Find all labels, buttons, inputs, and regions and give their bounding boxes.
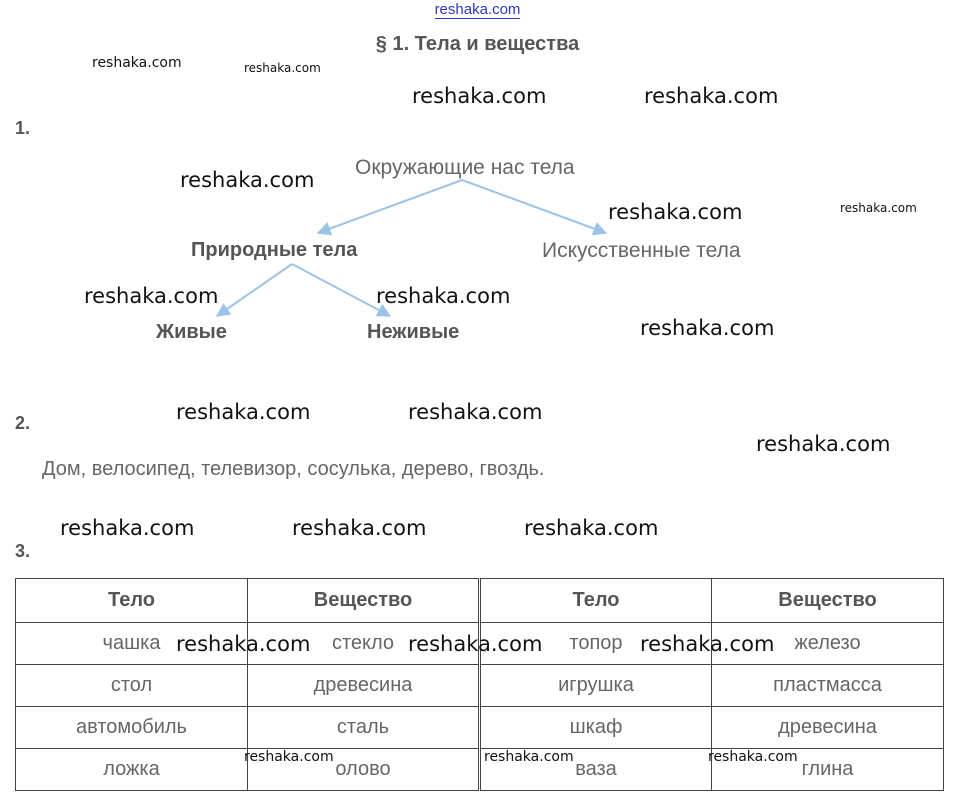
task-2-number: 2. [15, 413, 31, 433]
watermark: reshaka.com [756, 432, 891, 456]
tree-nonliving-node: Неживые [367, 321, 460, 343]
table-cell: древесина [248, 665, 480, 707]
table-cell: железо [712, 623, 944, 665]
table-row [16, 707, 944, 749]
watermark: reshaka.com [640, 316, 775, 340]
watermark: reshaka.com [408, 632, 543, 656]
watermark: reshaka.com [408, 400, 543, 424]
task-2-sentence: Дом, велосипед, телевизор, сосулька, дерево, гвоздь. [42, 458, 545, 480]
table-cell: стекло [248, 623, 480, 665]
watermark: reshaka.com [92, 55, 182, 71]
watermark: reshaka.com [644, 84, 779, 108]
table-cell: топор [480, 623, 712, 665]
watermark: reshaka.com [244, 61, 321, 75]
page-title: § 1. Тела и вещества [375, 33, 580, 55]
table-header-cell: Тело [16, 579, 248, 623]
task-3-number: 3. [15, 541, 31, 561]
table-cell: пластмасса [712, 665, 944, 707]
watermark: reshaka.com [376, 284, 511, 308]
watermark: reshaka.com [484, 749, 574, 765]
tree-root-node: Окружающие нас тела [355, 156, 575, 179]
watermark: reshaka.com [180, 168, 315, 192]
arrow-root-right [462, 180, 606, 233]
table-row [16, 749, 944, 791]
tree-living-node: Живые [156, 321, 227, 343]
arrow-left-living [217, 264, 292, 316]
table-cell: стол [16, 665, 248, 707]
table-header-cell: Вещество [712, 579, 944, 623]
table-cell: глина [712, 749, 944, 791]
watermark: reshaka.com [84, 284, 219, 308]
task-1-number: 1. [15, 118, 31, 138]
table-header-cell: Вещество [248, 579, 480, 623]
arrow-root-left [318, 180, 462, 233]
watermark: reshaka.com [412, 84, 547, 108]
watermark: reshaka.com [524, 516, 659, 540]
table-header-row [16, 579, 944, 623]
watermark: reshaka.com [708, 749, 798, 765]
watermark: reshaka.com [608, 200, 743, 224]
table-cell: автомобиль [16, 707, 248, 749]
watermark: reshaka.com [292, 516, 427, 540]
table-cell: древесина [712, 707, 944, 749]
watermark: reshaka.com [176, 400, 311, 424]
table-cell: ложка [16, 749, 248, 791]
table-cell: ваза [480, 749, 712, 791]
table-cell: сталь [248, 707, 480, 749]
tree-artificial-node: Искусственные тела [542, 239, 741, 262]
table-row [16, 665, 944, 707]
body-substance-table [15, 578, 944, 791]
watermark: reshaka.com [640, 632, 775, 656]
table-cell: олово [248, 749, 480, 791]
watermark: reshaka.com [840, 201, 917, 215]
table-header-cell: Тело [480, 579, 712, 623]
table-cell: чашка [16, 623, 248, 665]
site-header-link[interactable]: reshaka.com [434, 1, 521, 18]
tree-natural-node: Природные тела [191, 239, 358, 261]
table-cell: шкаф [480, 707, 712, 749]
watermark: reshaka.com [60, 516, 195, 540]
watermark: reshaka.com [244, 749, 334, 765]
table-cell: игрушка [480, 665, 712, 707]
watermark: reshaka.com [176, 632, 311, 656]
